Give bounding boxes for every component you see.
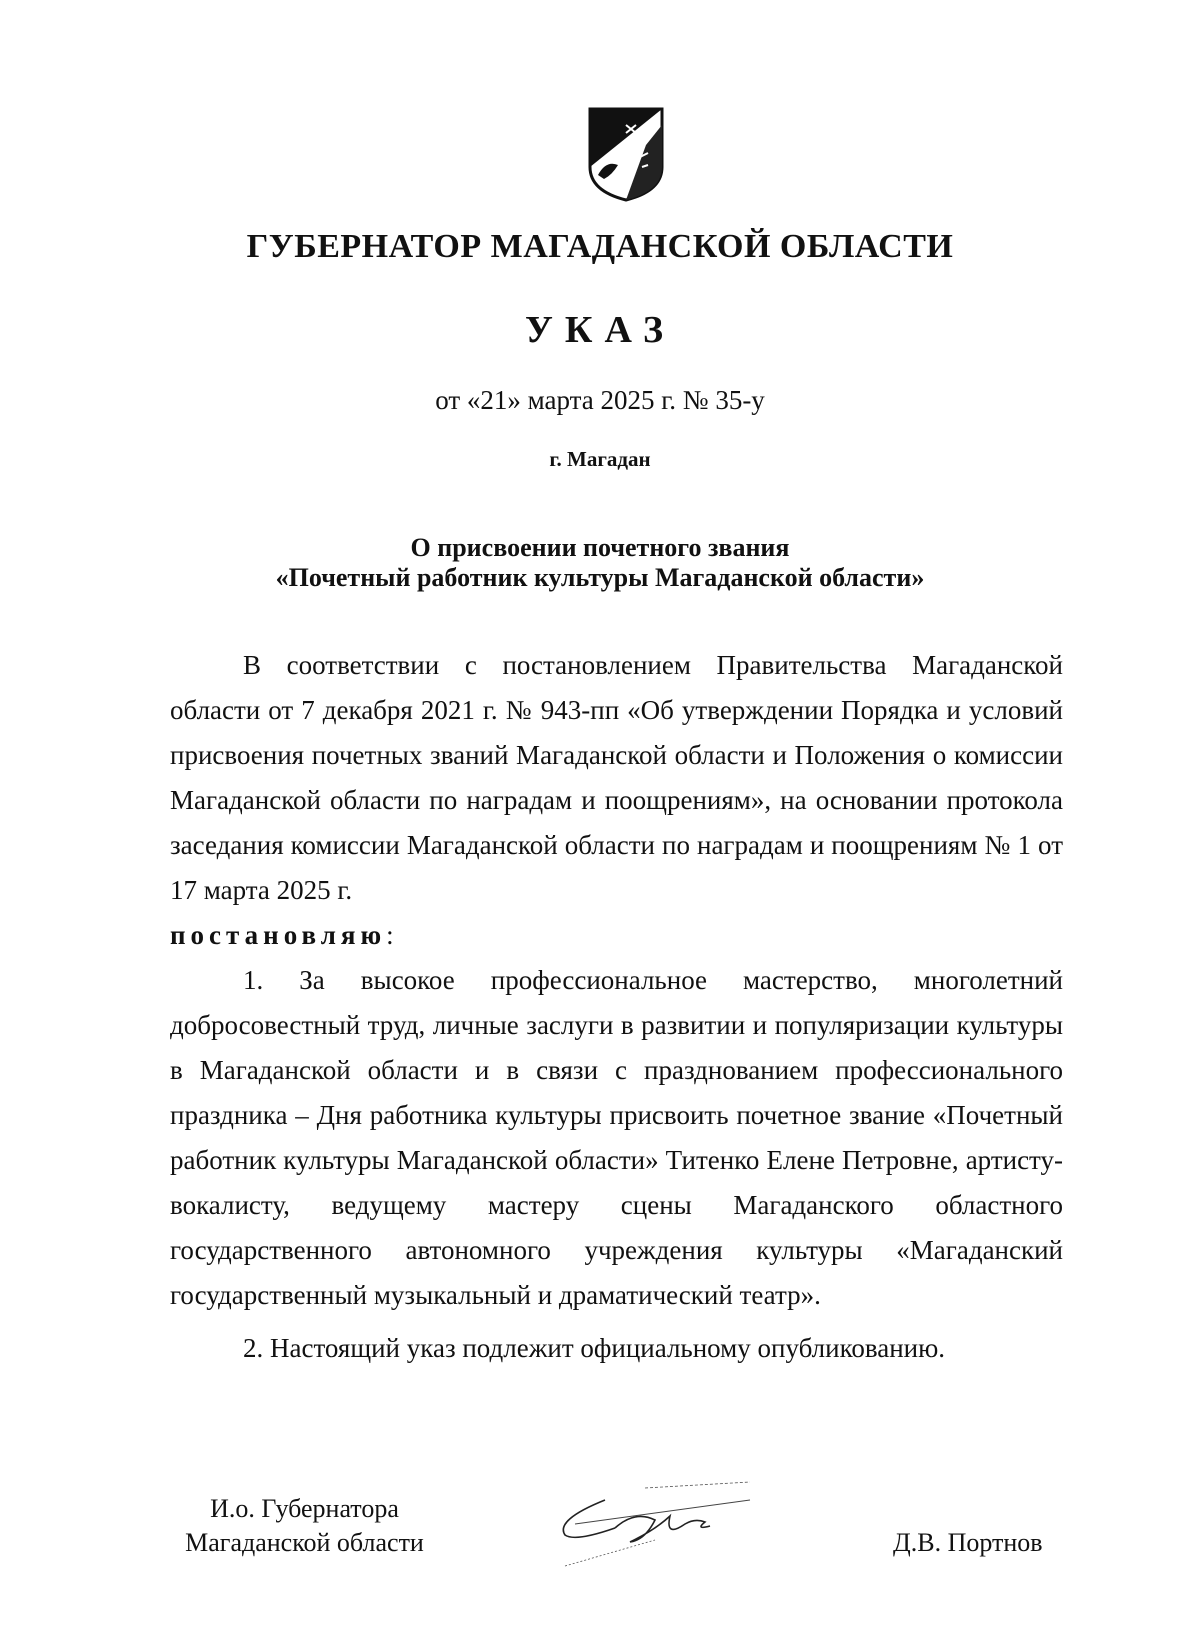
decree-line [170,913,1063,958]
issuer-heading: ГУБЕРНАТОР МАГАДАНСКОЙ ОБЛАСТИ [246,228,954,265]
title-line-1: О присвоении почетного звания [410,533,790,562]
document-title [0,533,1200,593]
signatory-name: Д.В. Портнов [893,1528,1043,1557]
coat-of-arms-icon [586,105,666,203]
document-body [170,643,1063,1371]
decree-word: постановляю [170,920,387,950]
signatory-role-line-1: И.о. Губернатора [210,1494,399,1523]
document-city: г. Магадан [549,447,651,471]
preamble-paragraph: В соответствии с постановлением Правительства Магаданской области от 7 декабря 2021 г. № 943-пп «Об утверждении Порядка и условий присвоения почетных званий Магаданской области и Положения о комиссии Магаданской области по наградам и поощрениям», на основании протокола заседания комиссии Магаданской области по наградам и поощрениям № 1 от 17 марта 2025 г. [170,650,1063,905]
item-2-paragraph: 2. Настоящий указ подлежит официальному опубликованию. [243,1333,946,1363]
title-line-2: «Почетный работник культуры Магаданской области» [275,563,925,592]
signatory-role [172,1492,437,1560]
document-type: УКАЗ [525,309,675,351]
item-1-paragraph: 1. За высокое профессиональное мастерство, многолетний добросовестный труд, личные заслуги в развитии и популяризации культуры в Магаданской области и в связи с празднованием профессионального праздника – Дня работника культуры присвоить почетное звание «Почетный работник культуры Магаданской области» Титенко Елене Петровне, артисту-вокалисту, ведущему мастеру сцены Магаданского областного государственного автономного учреждения культуры «Магаданский государственный музыкальный и драматический театр». [170,965,1063,1310]
document-date-number: от «21» марта 2025 г. № 35-у [435,385,765,415]
decree-colon: : [386,920,394,950]
handwritten-signature-icon [535,1480,795,1570]
signatory-role-line-2: Магаданской области [185,1528,424,1557]
